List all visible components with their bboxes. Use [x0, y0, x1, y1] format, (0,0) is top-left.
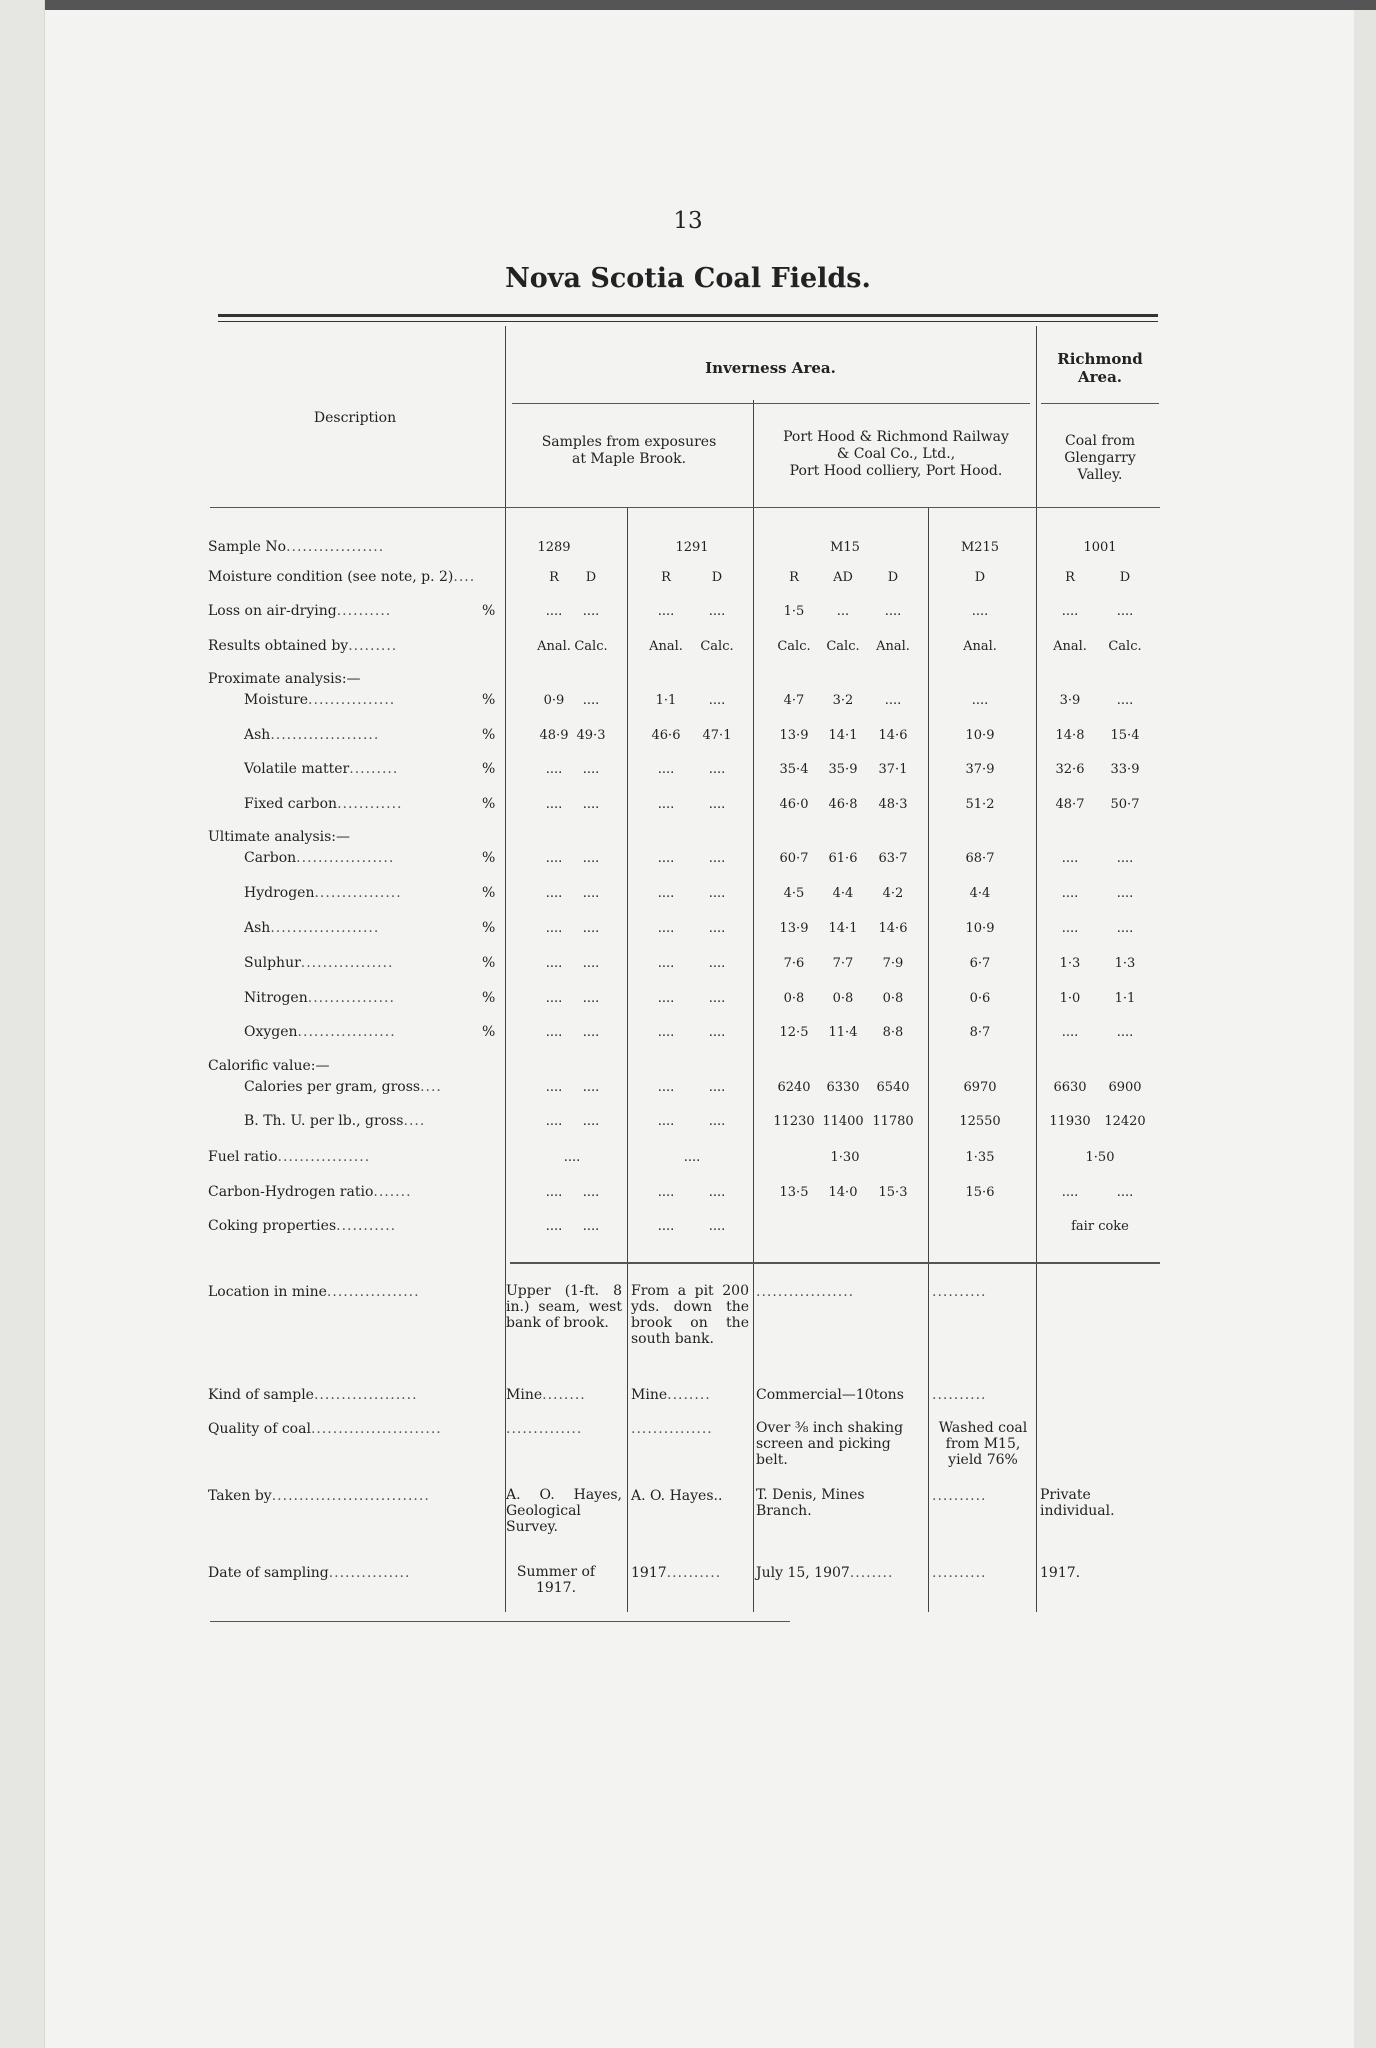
table-cell: 35·4	[779, 762, 809, 777]
table-cell: Anal.	[537, 639, 571, 654]
table-cell: 1·3	[1114, 956, 1136, 971]
table-cell: 6970	[963, 1080, 997, 1095]
table-cell: ....	[582, 1025, 600, 1040]
table-cell: ....	[1061, 886, 1079, 901]
table-cell: ....	[1061, 1025, 1079, 1040]
table-cell: ....	[1116, 1185, 1134, 1200]
header-rule	[1041, 403, 1159, 404]
table-cell: Calc.	[574, 639, 608, 654]
table-cell: 14·6	[878, 728, 908, 743]
page-number: 13	[673, 208, 703, 234]
table-cell: Calc.	[700, 639, 734, 654]
table-cell: Anal.	[649, 639, 683, 654]
detail-cell: A. O. Hayes, Geological Survey.	[506, 1487, 622, 1535]
table-cell: 4·7	[783, 693, 805, 708]
table-cell: 0·6	[969, 991, 991, 1006]
table-cell: ....	[545, 1114, 563, 1129]
detail-cell: Over ⅜ inch shaking screen and picking belt.	[756, 1420, 904, 1468]
table-cell: ....	[582, 797, 600, 812]
table-cell: ....	[582, 851, 600, 866]
table-cell: ....	[1116, 921, 1134, 936]
table-cell: 1·3	[1059, 956, 1081, 971]
table-cell: Anal.	[963, 639, 997, 654]
table-cell: 11780	[872, 1114, 914, 1129]
table-cell: ....	[708, 604, 726, 619]
maple-brook-header: Samples from exposures	[541, 434, 717, 450]
table-cell: ....	[708, 1219, 726, 1234]
table-cell: ....	[708, 886, 726, 901]
table-cell: ....	[708, 991, 726, 1006]
row-label: Carbon-Hydrogen ratio.......	[208, 1184, 412, 1200]
row-label: Location in mine.................	[208, 1284, 420, 1300]
section-rule	[510, 1262, 1160, 1264]
table-cell: 14·1	[828, 921, 858, 936]
table-cell: 46·6	[651, 728, 681, 743]
table-cell: 4·4	[969, 886, 991, 901]
table-cell: 14·6	[878, 921, 908, 936]
detail-cell: July 15, 1907........	[756, 1565, 894, 1581]
table-cell: 11·4	[828, 1025, 858, 1040]
scan-edge	[1354, 10, 1376, 2048]
table-cell: ....	[582, 1185, 600, 1200]
table-cell: 35·9	[828, 762, 858, 777]
row-label: Fuel ratio.................	[208, 1149, 371, 1165]
table-cell: Calc.	[777, 639, 811, 654]
maple-brook-header: at Maple Brook.	[571, 451, 687, 467]
percent-unit: %	[482, 761, 496, 777]
table-cell: ....	[708, 921, 726, 936]
section-label: Proximate analysis:—	[208, 671, 361, 687]
table-cell: 61·6	[828, 851, 858, 866]
bottom-rule	[210, 1621, 790, 1622]
table-cell: 7·6	[783, 956, 805, 971]
leader-dots: ..........	[932, 1387, 987, 1403]
table-cell: 4·2	[882, 886, 904, 901]
table-cell: 48·9	[539, 728, 569, 743]
percent-unit: %	[482, 990, 496, 1006]
table-cell: 6630	[1053, 1080, 1087, 1095]
table-cell: Calc.	[826, 639, 860, 654]
table-cell: ....	[545, 886, 563, 901]
table-cell: 15·3	[878, 1185, 908, 1200]
table-cell: R	[1065, 570, 1075, 585]
table-cell: ....	[545, 991, 563, 1006]
table-cell: ....	[563, 1150, 581, 1165]
row-label: Ash....................	[244, 920, 380, 936]
table-cell: 1·1	[1114, 991, 1136, 1006]
table-cell: ....	[545, 956, 563, 971]
table-cell: 6330	[826, 1080, 860, 1095]
table-cell: D	[974, 570, 986, 585]
table-cell: ....	[545, 1025, 563, 1040]
table-cell: 6240	[777, 1080, 811, 1095]
header-rule	[210, 507, 1160, 508]
table-cell: R	[789, 570, 799, 585]
richmond-area-header: Richmond	[1057, 350, 1143, 368]
row-label: Taken by.............................	[208, 1488, 430, 1504]
table-cell: 37·9	[965, 762, 995, 777]
scan-edge	[0, 0, 1376, 10]
table-cell: ...	[836, 604, 850, 619]
percent-unit: %	[482, 796, 496, 812]
leader-dots: ...............	[631, 1421, 713, 1437]
leader-dots: ..................	[756, 1284, 855, 1300]
table-cell: ....	[1116, 851, 1134, 866]
detail-cell: 1917.	[1040, 1565, 1081, 1581]
table-cell: 33·9	[1110, 762, 1140, 777]
percent-unit: %	[482, 955, 496, 971]
port-hood-header: & Coal Co., Ltd.,	[836, 446, 956, 462]
table-cell: ....	[1116, 693, 1134, 708]
row-label: Moisture condition (see note, p. 2)....	[208, 569, 476, 585]
table-cell: D	[887, 570, 899, 585]
table-cell: D	[711, 570, 723, 585]
table-cell: 4·4	[832, 886, 854, 901]
table-cell: R	[661, 570, 671, 585]
table-cell: ....	[657, 851, 675, 866]
row-label: Carbon..................	[244, 850, 395, 866]
table-cell: 10·9	[965, 728, 995, 743]
table-cell: 0·8	[832, 991, 854, 1006]
table-cell: 37·1	[878, 762, 908, 777]
percent-unit: %	[482, 920, 496, 936]
table-cell: ....	[545, 921, 563, 936]
table-cell: 0·9	[543, 693, 565, 708]
percent-unit: %	[482, 885, 496, 901]
table-cell: 0·8	[783, 991, 805, 1006]
table-cell: ....	[582, 921, 600, 936]
detail-cell: Mine........	[506, 1387, 586, 1403]
detail-cell: Mine........	[631, 1387, 711, 1403]
table-cell: fair coke	[1071, 1219, 1129, 1234]
table-cell: ....	[1061, 851, 1079, 866]
section-label: Ultimate analysis:—	[208, 829, 351, 845]
table-cell: ....	[582, 1219, 600, 1234]
table-cell: 15·6	[965, 1185, 995, 1200]
table-cell: ....	[708, 1185, 726, 1200]
percent-unit: %	[482, 1024, 496, 1040]
leader-dots: ..........	[932, 1565, 987, 1581]
table-cell: ....	[971, 693, 989, 708]
table-cell: 1289	[537, 540, 571, 555]
table-cell: R	[549, 570, 559, 585]
row-label: Nitrogen................	[244, 990, 395, 1006]
table-cell: 51·2	[965, 797, 995, 812]
table-cell: ....	[582, 1080, 600, 1095]
row-label: Hydrogen................	[244, 885, 402, 901]
leader-dots: ..........	[932, 1284, 987, 1300]
table-cell: ....	[708, 1114, 726, 1129]
table-cell: 49·3	[576, 728, 606, 743]
table-cell: 4·5	[783, 886, 805, 901]
table-cell: ....	[1061, 921, 1079, 936]
table-cell: 13·9	[779, 921, 809, 936]
column-divider	[505, 326, 506, 1612]
percent-unit: %	[482, 850, 496, 866]
table-cell: 48·7	[1055, 797, 1085, 812]
table-cell: ....	[545, 1185, 563, 1200]
richmond-area-header: Area.	[1077, 368, 1123, 386]
table-cell: 11230	[773, 1114, 815, 1129]
table-cell: ....	[1061, 604, 1079, 619]
table-cell: 14·0	[828, 1185, 858, 1200]
percent-unit: %	[482, 603, 496, 619]
detail-cell: A. O. Hayes..	[631, 1488, 723, 1504]
table-cell: ....	[545, 604, 563, 619]
table-cell: Anal.	[1053, 639, 1087, 654]
port-hood-header: Port Hood colliery, Port Hood.	[789, 463, 1003, 479]
table-cell: 15·4	[1110, 728, 1140, 743]
row-label: Oxygen..................	[244, 1024, 396, 1040]
table-cell: ....	[582, 991, 600, 1006]
detail-cell: 1917..........	[631, 1565, 722, 1581]
percent-unit: %	[482, 692, 496, 708]
table-cell: 6·7	[969, 956, 991, 971]
table-cell: 1291	[675, 540, 709, 555]
table-cell: ....	[545, 851, 563, 866]
port-hood-header: Port Hood & Richmond Railway	[783, 429, 1009, 445]
table-cell: ....	[708, 762, 726, 777]
glengarry-header: Valley.	[1077, 467, 1123, 483]
column-divider	[627, 508, 628, 1612]
detail-cell: Upper (1-ft. 8 in.) seam, west bank of brook.	[506, 1283, 622, 1331]
table-cell: ....	[657, 797, 675, 812]
table-cell: 1·5	[783, 604, 805, 619]
table-cell: ....	[657, 1219, 675, 1234]
table-cell: 63·7	[878, 851, 908, 866]
row-label: Results obtained by.........	[208, 638, 398, 654]
table-cell: M215	[960, 540, 1000, 555]
detail-cell: Washed coal from M15, yield 76%	[938, 1420, 1028, 1468]
row-label: Calories per gram, gross....	[244, 1079, 442, 1095]
table-cell: ....	[545, 797, 563, 812]
table-cell: 1·30	[830, 1150, 860, 1165]
table-cell: 12550	[959, 1114, 1001, 1129]
inverness-area-header: Inverness Area.	[705, 359, 836, 377]
table-cell: ....	[708, 693, 726, 708]
table-cell: 7·9	[882, 956, 904, 971]
row-label: B. Th. U. per lb., gross....	[244, 1113, 426, 1129]
glengarry-header: Glengarry	[1064, 450, 1136, 466]
table-cell: ....	[657, 886, 675, 901]
table-cell: ....	[1061, 1185, 1079, 1200]
table-cell: 3·9	[1059, 693, 1081, 708]
table-cell: 3·2	[832, 693, 854, 708]
table-cell: Anal.	[876, 639, 910, 654]
table-cell: ....	[884, 604, 902, 619]
row-label: Loss on air-drying..........	[208, 603, 392, 619]
top-rule	[218, 314, 1158, 317]
table-cell: 14·1	[828, 728, 858, 743]
table-cell: ....	[708, 797, 726, 812]
scan-edge	[0, 0, 45, 2048]
table-cell: ....	[582, 693, 600, 708]
row-label: Date of sampling...............	[208, 1565, 411, 1581]
table-cell: D	[585, 570, 597, 585]
leader-dots: ..............	[506, 1421, 583, 1437]
table-cell: 8·7	[969, 1025, 991, 1040]
table-cell: M15	[830, 540, 860, 555]
table-cell: ....	[545, 1080, 563, 1095]
table-cell: ....	[582, 886, 600, 901]
table-cell: 48·3	[878, 797, 908, 812]
table-cell: ....	[971, 604, 989, 619]
table-cell: 0·8	[882, 991, 904, 1006]
detail-cell: T. Denis, Mines Branch.	[756, 1487, 865, 1519]
row-label: Sample No..................	[208, 539, 385, 555]
table-cell: ....	[683, 1150, 701, 1165]
row-label: Kind of sample...................	[208, 1387, 418, 1403]
page-title: Nova Scotia Coal Fields.	[505, 263, 871, 294]
row-label: Volatile matter.........	[244, 761, 399, 777]
table-cell: ....	[1116, 1025, 1134, 1040]
detail-cell: Private individual.	[1040, 1487, 1115, 1519]
table-cell: 1·0	[1059, 991, 1081, 1006]
table-cell: ....	[657, 604, 675, 619]
table-cell: D	[1119, 570, 1131, 585]
column-divider	[928, 508, 929, 1612]
table-cell: ....	[582, 956, 600, 971]
table-cell: ....	[708, 1080, 726, 1095]
table-cell: ....	[657, 1185, 675, 1200]
table-cell: ....	[657, 1080, 675, 1095]
table-cell: 14·8	[1055, 728, 1085, 743]
table-cell: 13·9	[779, 728, 809, 743]
row-label: Moisture................	[244, 692, 396, 708]
table-cell: ....	[657, 1025, 675, 1040]
table-cell: ....	[657, 921, 675, 936]
table-cell: ....	[657, 991, 675, 1006]
row-label: Ash....................	[244, 727, 380, 743]
table-cell: 11930	[1049, 1114, 1091, 1129]
top-rule	[218, 321, 1158, 322]
table-cell: ....	[1116, 604, 1134, 619]
table-cell: ....	[708, 851, 726, 866]
table-cell: 32·6	[1055, 762, 1085, 777]
table-cell: 1·50	[1085, 1150, 1115, 1165]
percent-unit: %	[482, 727, 496, 743]
row-label: Sulphur.................	[244, 955, 394, 971]
table-cell: ....	[545, 1219, 563, 1234]
detail-cell: From a pit 200 yds. down the brook on the south bank.	[631, 1283, 749, 1347]
table-cell: 1001	[1083, 540, 1117, 555]
table-cell: 46·8	[828, 797, 858, 812]
table-cell: 6900	[1108, 1080, 1142, 1095]
table-cell: 68·7	[965, 851, 995, 866]
table-cell: 7·7	[832, 956, 854, 971]
table-cell: Calc.	[1108, 639, 1142, 654]
description-header: Description	[313, 410, 397, 426]
section-label: Calorific value:—	[208, 1058, 330, 1074]
row-label: Coking properties...........	[208, 1218, 397, 1234]
table-cell: 60·7	[779, 851, 809, 866]
table-cell: 8·8	[882, 1025, 904, 1040]
table-cell: ....	[1116, 886, 1134, 901]
table-cell: 1·1	[655, 693, 677, 708]
table-cell: 50·7	[1110, 797, 1140, 812]
table-cell: ....	[657, 762, 675, 777]
table-cell: ....	[884, 693, 902, 708]
header-rule	[512, 403, 1030, 404]
table-cell: 10·9	[965, 921, 995, 936]
detail-cell: Commercial—10tons	[756, 1387, 904, 1403]
table-cell: 1·35	[965, 1150, 995, 1165]
table-cell: 13·5	[779, 1185, 809, 1200]
table-cell: 47·1	[702, 728, 732, 743]
table-cell: ....	[657, 956, 675, 971]
table-cell: AD	[833, 570, 853, 585]
table-cell: ....	[708, 956, 726, 971]
table-cell: 46·0	[779, 797, 809, 812]
table-cell: ....	[582, 762, 600, 777]
table-cell: ....	[582, 604, 600, 619]
table-cell: ....	[708, 1025, 726, 1040]
detail-cell: Summer of 1917.	[516, 1564, 596, 1596]
table-cell: ....	[657, 1114, 675, 1129]
table-cell: 12420	[1104, 1114, 1146, 1129]
table-cell: ....	[545, 762, 563, 777]
row-label: Fixed carbon............	[244, 796, 403, 812]
table-cell: 6540	[876, 1080, 910, 1095]
leader-dots: ..........	[932, 1488, 987, 1504]
row-label: Quality of coal........................	[208, 1421, 442, 1437]
table-cell: 11400	[822, 1114, 864, 1129]
glengarry-header: Coal from	[1065, 433, 1135, 449]
table-cell: ....	[582, 1114, 600, 1129]
table-cell: 12·5	[779, 1025, 809, 1040]
